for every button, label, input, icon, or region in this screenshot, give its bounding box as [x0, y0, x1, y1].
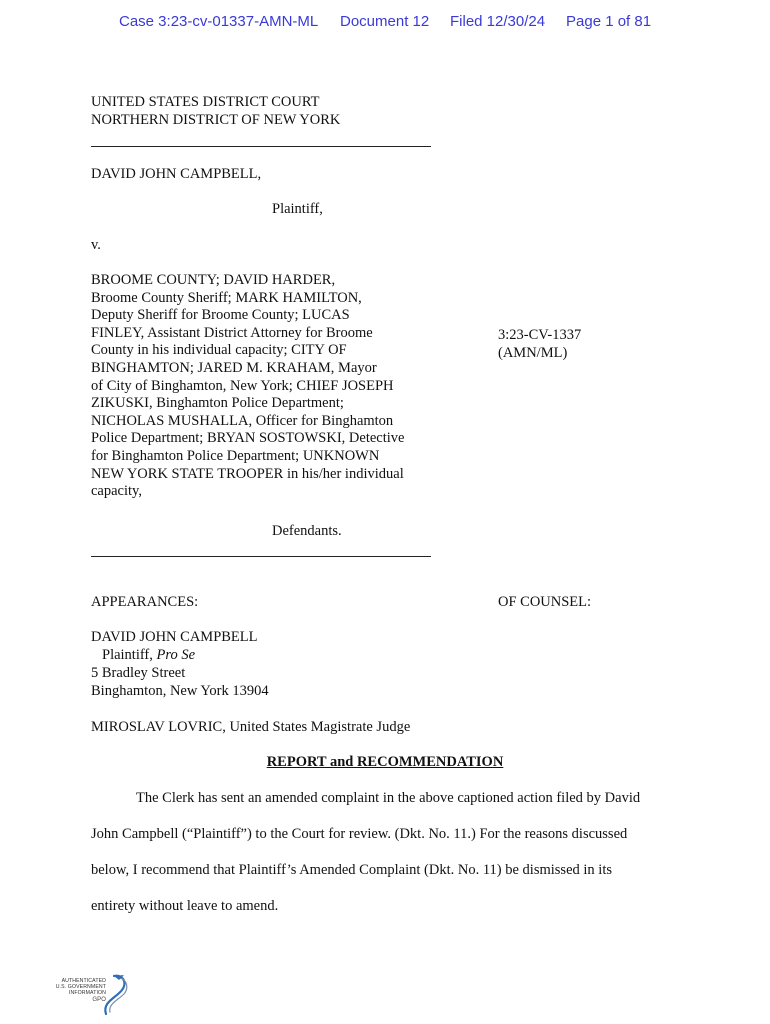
appearance-address1: 5 Bradley Street: [91, 665, 186, 681]
defendant-line: capacity,: [91, 483, 142, 500]
defendants-role: Defendants.: [272, 523, 342, 539]
appearance-role-pro-se: Pro Se: [156, 647, 196, 663]
caption-rule-bottom: [91, 556, 431, 557]
appearances-label: APPEARANCES:: [91, 594, 199, 610]
body-line: The Clerk has sent an amended complaint in the above captioned action filed by David: [136, 790, 641, 806]
eagle-swirl-icon: [100, 972, 130, 1018]
defendant-line: NEW YORK STATE TROOPER in his/her individual: [91, 465, 404, 482]
defendant-line: NICHOLAS MUSHALLA, Officer for Binghamton: [91, 412, 394, 429]
defendants-list: [91, 272, 436, 501]
defendant-line: of City of Binghamton, New York; CHIEF JOSEPH: [91, 377, 394, 394]
versus-label: v.: [91, 237, 101, 253]
filing-header: [0, 13, 770, 35]
case-number-line2: (AMN/ML): [498, 345, 568, 361]
case-number-line1: 3:23-CV-1337: [498, 327, 582, 343]
defendant-line: for Binghamton Police Department; UNKNOWN: [91, 447, 380, 464]
report-title: REPORT and RECOMMENDATION: [266, 754, 504, 770]
page-number-header: Page 1 of 81: [566, 13, 652, 30]
of-counsel-label: OF COUNSEL:: [498, 594, 592, 610]
plaintiff-name: DAVID JOHN CAMPBELL,: [91, 166, 262, 182]
court-name-line1: UNITED STATES DISTRICT COURT: [91, 94, 320, 110]
appearance-role: [102, 647, 195, 665]
logo-text-line2: U.S. GOVERNMENT: [55, 984, 106, 990]
body-line: entirety without leave to amend.: [91, 898, 279, 914]
defendant-line: ZIKUSKI, Binghamton Police Department;: [91, 395, 344, 412]
plaintiff-role: Plaintiff,: [272, 201, 323, 217]
body-line: below, I recommend that Plaintiff’s Amended Complaint (Dkt. No. 11) be dismissed in its: [91, 862, 612, 878]
filed-date-header: Filed 12/30/24: [450, 13, 546, 30]
defendant-line: Broome County Sheriff; MARK HAMILTON,: [91, 289, 362, 306]
appearance-role-prefix: Plaintiff,: [102, 647, 157, 663]
caption-rule-top: [91, 146, 431, 147]
defendant-line: Deputy Sheriff for Broome County; LUCAS: [91, 307, 350, 324]
appearance-address2: Binghamton, New York 13904: [91, 683, 269, 699]
case-number-header: Case 3:23-cv-01337-AMN-ML: [119, 13, 319, 30]
defendant-line: Police Department; BRYAN SOSTOWSKI, Detective: [91, 430, 405, 447]
appearance-name: DAVID JOHN CAMPBELL: [91, 629, 258, 645]
logo-text-line3: INFORMATION: [68, 990, 106, 996]
court-name-line2: NORTHERN DISTRICT OF NEW YORK: [91, 112, 341, 128]
gpo-authenticated-logo: [44, 972, 128, 1018]
body-line: John Campbell (“Plaintiff”) to the Court for review. (Dkt. No. 11.) For the reasons discussed: [91, 826, 628, 842]
logo-text-line1: AUTHENTICATED: [61, 978, 106, 984]
defendant-line: BROOME COUNTY; DAVID HARDER,: [91, 272, 336, 288]
defendant-line: County in his individual capacity; CITY OF: [91, 342, 347, 359]
defendant-line: BINGHAMTON; JARED M. KRAHAM, Mayor: [91, 359, 377, 376]
logo-text-gpo: GPO: [92, 997, 106, 1003]
document-number-header: Document 12: [340, 13, 430, 30]
judge-line: MIROSLAV LOVRIC, United States Magistrate Judge: [91, 719, 411, 735]
defendant-line: FINLEY, Assistant District Attorney for Broome: [91, 324, 373, 341]
